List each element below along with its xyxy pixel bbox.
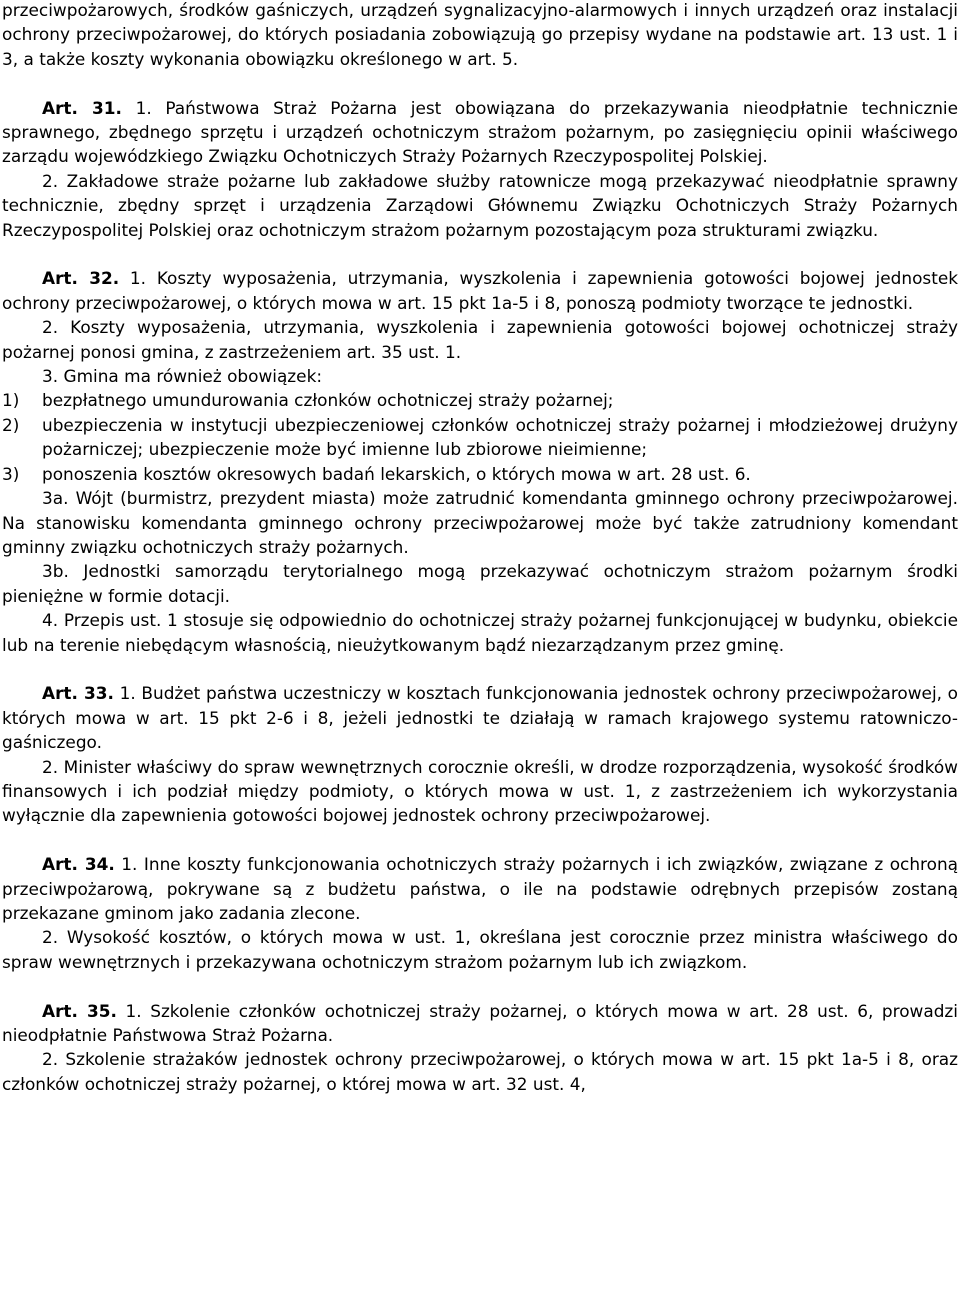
list-item-number: 2) [2,414,20,435]
art33-par1-text: 1. Budżet państwa uczestniczy w kosztach funkcjonowania jednostek ochrony przeciwpożarowej, o których mowa w art. 15 pkt 2-6 i 8, jeżeli jednostki te działają w ramach krajowego systemu ratowniczo-gaśniczego. [2,683,958,753]
art32-par1-text: 1. Koszty wyposażenia, utrzymania, wyszkolenia i zapewnienia gotowości bojowej jednostek ochrony przeciwpożarowej, o których mowa w art. 15 pkt 1a-5 i 8, ponoszą podmioty tworzące te jednostki. [2,268,958,313]
article-33 [2,681,958,827]
art33-label: Art. 33. [42,683,114,704]
list-item-number: 3) [2,463,20,484]
art31-par1 [2,96,958,169]
article-34 [2,852,958,974]
art32-par4: 4. Przepis ust. 1 stosuje się odpowiednio do ochotniczej straży pożarnej funkcjonującej w budynku, obiekcie lub na terenie niebędącym własnością, nieużytkowanym bądź niezarządzanym przez gminę. [2,610,958,655]
art31-par1-text: 1. Państwowa Straż Pożarna jest obowiązana do przekazywania nieodpłatnie technicznie sprawnego, zbędnego sprzętu i urządzeń ochotniczym strażom pożarnym, po zasięgnięciu opinii właściwego zarządu wojewódzkiego Związku Ochotniczych Straży Pożarnych Rzeczypospolitej Polskiej. [2,97,958,167]
art34-par1-text: 1. Inne koszty funkcjonowania ochotniczych straży pożarnych i ich związków, związane z ochroną przeciwpożarową, pokrywane są z budżetu państwa, o ile na podstawie odrębnych przepisów zostaną przekazane gminom jako zadania zlecone. [2,854,958,923]
list-item [2,413,958,462]
list-item-text: bezpłatnego umundurowania członków ochotniczej straży pożarnej; [42,390,614,411]
art31-par2: 2. Zakładowe straże pożarne lub zakładowe służby ratownicze mogą przekazywać nieodpłatnie sprawny technicznie, zbędny sprzęt i urządzenia Zarządowi Głównemu Związku Ochotniczych Straży Pożarnych Rzeczypospolitej Polskiej oraz ochotniczym strażom pożarnym pozostającym poza strukturami związku. [2,170,958,240]
art32-label: Art. 32. [42,268,120,289]
list-item-text: ponoszenia kosztów okresowych badań lekarskich, o których mowa w art. 28 ust. 6. [42,463,751,484]
art35-par2: 2. Szkolenie strażaków jednostek ochrony przeciwpożarowej, o których mowa w art. 15 pkt 1a-5 i 8, oraz członków ochotniczej straży pożarnej, o której mowa w art. 32 ust. 4, [2,1049,958,1094]
art34-label: Art. 34. [42,854,115,875]
art32-par2: 2. Koszty wyposażenia, utrzymania, wyszkolenia i zapewnienia gotowości bojowej ochotniczej straży pożarnej ponosi gmina, z zastrzeżeniem art. 35 ust. 1. [2,317,958,362]
art33-par1 [2,681,958,754]
art31-label: Art. 31. [42,97,122,118]
art34-par2: 2. Wysokość kosztów, o których mowa w ust. 1, określana jest corocznie przez ministra właściwego do spraw wewnętrznych i przekazywana ochotniczym strażom pożarnym lub ich związkom. [2,927,958,972]
article-31 [2,96,958,242]
art35-label: Art. 35. [42,1000,117,1021]
art32-par3: 3. Gmina ma również obowiązek: [42,366,323,387]
art35-par1-text: 1. Szkolenie członków ochotniczej straży pożarnej, o których mowa w art. 28 ust. 6, prowadzi nieodpłatnie Państwowa Straż Pożarna. [2,1000,958,1045]
art33-par2: 2. Minister właściwy do spraw wewnętrznych corocznie określi, w drodze rozporządzenia, wysokość środków finansowych i ich podział między podmioty, o których mowa w ust. 1, z zastrzeżeniem ich wykorzystania wyłącznie dla zapewnienia gotowości bojowej jednostek ochrony przeciwpożarowej. [2,756,958,826]
article-35 [2,999,958,1097]
list-item [2,462,958,486]
art34-par1 [2,852,958,925]
list-item-text: ubezpieczenia w instytucji ubezpieczeniowej członków ochotniczej straży pożarnej i młodzieżowej drużyny pożarniczej; ubezpieczenie może być imienne lub zbiorowe nieimienne; [42,414,958,460]
list-item-number: 1) [2,390,20,411]
art35-par1 [2,999,958,1048]
art32-par3b: 3b. Jednostki samorządu terytorialnego mogą przekazywać ochotniczym strażom pożarnym środki pieniężne w formie dotacji. [2,561,958,606]
art32-par3a: 3a. Wójt (burmistrz, prezydent miasta) może zatrudnić komendanta gminnego ochrony przeciwpożarowej. Na stanowisku komendanta gminnego ochrony przeciwpożarowej może być także zatrudniony komendant gminny związku ochotniczych straży pożarnych. [2,488,958,557]
article-32 [2,266,958,657]
intro-paragraph: przeciwpożarowych, środków gaśniczych, urządzeń sygnalizacyjno-alarmowych i innych urządzeń oraz instalacji ochrony przeciwpożarowej, do których posiadania zobowiązują go przepisy wydane na podstawie art. 13 ust. 1 i 3, a także koszty wykonania obowiązku określonego w art. 5. [2,0,958,69]
list-item [2,388,958,412]
art32-par1 [2,266,958,315]
